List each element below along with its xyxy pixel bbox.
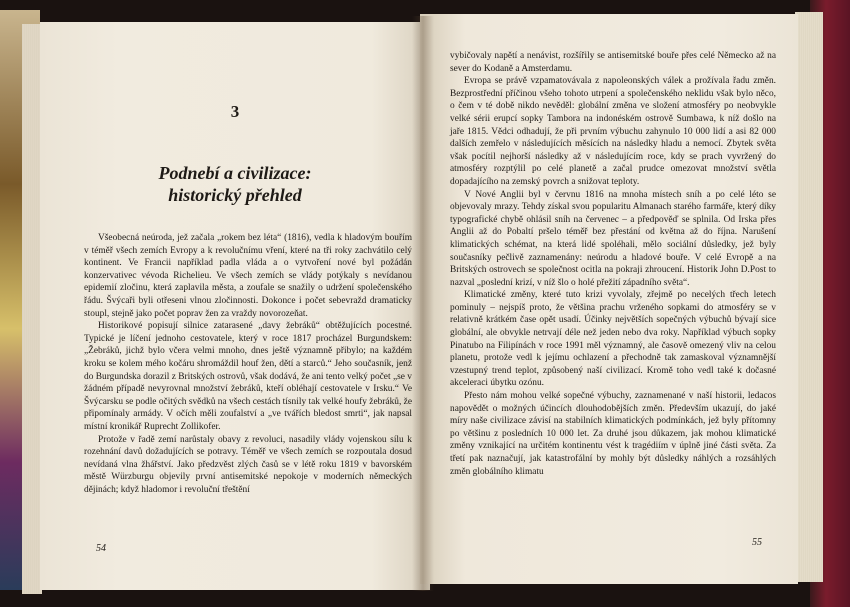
- left-page-body: [84, 232, 412, 496]
- paragraph: V Nové Anglii byl v červnu 1816 na mnoha místech sníh a po celé léto se objevovaly mrazy. Tehdy získal svou popularitu Almanach starého farmáře, který díky typografické chybě ohlásil sníh na červenec – a předpověď se splnila. Od Irska přes Anglii až do Pobaltí pršelo téměř bez přestání od května až do října. Narušení klimatických schémat, na která lidé spoléhali, mělo sociální důsledky, jež byly současníky pečlivě zaznamenány: neúrodu a hladové bouře. V celé Evropě a na Britských ostrovech se společnost ocitla na pokraji zhroucení. Historik John D.Post to nazval „poslední krizí, v níž šlo o holé přežití západního světa“.: [450, 189, 776, 288]
- paragraph: Přesto nám mohou velké sopečné výbuchy, zaznamenané v naší historii, ledacos napovědět o možných účincích dlouhodobějších změn. Především ukazují, do jaké míry naše civilizace závisí na stabilních klimatických podmínkách, jež byly přítomny po většinu z posledních 10 000 let. Za druhé jsou důkazem, jak mohou klimatické změny vznikající na určitém kontinentu vést k tragédiím v úplně jiné části světa. Za třetí pak naznačují, jak katastrofální by mohly být důsledky náhlých a rozsáhlých změn globálního klimatu: [450, 391, 776, 477]
- paragraph: Evropa se právě vzpamatovávala z napoleonských válek a prožívala řadu změn. Bezprostřední příčinou všeho tohoto utrpení a společenského neklidu však bylo něco, o čem v té době nikdo nevěděl: globální změna ve složení atmosféry po neobvykle velké sérii erupcí sopky Tambora na indonéském ostrově Sumbawa, k níž došlo na jaře 1815. Vědci odhadují, že při prvním výbuchu zahynulo 10 000 lidí a asi 82 000 dalších zemřelo v následujících měsících na následky hladu a nemocí. Zbytek světa však pocítil nejhorší následky až v následujícím roce, kdy se prach vyvržený do atmosféry rozptýlil po celé planetě a začal prudce omezovat množství světla dopadajícího na zemský povrch a snižovat teploty.: [450, 76, 776, 187]
- page-edges-left: [22, 24, 42, 594]
- paragraph: Historikové popisují silnice zatarasené „davy žebráků“ obtěžujících pocestné. Typické je líčení jednoho cestovatele, který v roce 1817 procházel Burgundskem: „Žebráků, jichž bylo včera velmi mnoho, dnes ještě významně přibylo; na každém kroku se kolem mého kočáru shromáždil houf žen, dětí a starců.“ Jeho současník, jenž do Burgundska dorazil z Britských ostrovů, však dodává, že ani tento velký počet „se v žádném případě nevyrovnal množství žebráků, kteří obléhají cestovatele v Irsku.“ Ve Švýcarsku se podle očitých svědků na všech cestách tísnily tak velké houfy žebráků, že připomínaly armády. V očích měli zoufalství a „ve tvářích bledost smrti“, jak napsal místní kronikář Ruprecht Zollikofer.: [84, 321, 412, 432]
- right-page: [420, 14, 798, 584]
- left-page: [40, 22, 430, 590]
- page-number-right: 55: [752, 537, 762, 548]
- paragraph: Všeobecná neúroda, jež začala „rokem bez léta“ (1816), vedla k hladovým bouřím v téměř všech zemích Evropy a k revolučnímu vření, které na tři roky zachvátilo celý kontinent. Ve Francii například padla vláda a o vytvoření nové byl požádán konzervativec vévoda Richelieu. Ve všech zemích se vlády potýkaly s nevídanou epidemií zločinu, která zaplavila města, a zoufale se snažily o udržení společenského řádu. Švýcaři byli otřeseni vlnou zločinnosti. Dokonce i počet sebevražd dramaticky stoupl, stejně jako počet poprav žen za vraždy novorozeňat.: [84, 233, 412, 319]
- chapter-title: [40, 162, 430, 206]
- paragraph: Klimatické změny, které tuto krizi vyvolaly, zřejmě po necelých třech letech pominuly – nejspíš proto, že většina prachu vrženého sopkami do atmosféry se v relativně krátkém čase opět usadí. Účinky největších sopečných výbuchů bývají sice globální, ale obvykle netrvají déle než jeden nebo dva roky. Například výbuch sopky Pinatubo na Filipínách v roce 1991 měl významný, ale časově omezený vliv na celou planetu, protože vedl k jejímu ochlazení a přechodně tak zamaskoval významnější vzestupný trend teplot, způsobený naší civilizací. Kromě toho vedl také k dočasné akceleraci úbytku ozónu.: [450, 290, 776, 389]
- page-number-left: 54: [96, 543, 106, 554]
- chapter-title-line-1: Podnebí a civilizace:: [158, 163, 312, 183]
- chapter-number: 3: [230, 102, 240, 121]
- paragraph: Protože v řadě zemí narůstaly obavy z revoluci, nasadily vlády vojenskou sílu k rozehnání davů dožadujících se potravy. Téměř ve všech zemích se rozpoutala dosud nevídaná vlna žhářství. Jako předzvěst zlých časů se v létě roku 1819 v bavorském městě Würzburgu objevily první antisemitské nepokoje v moderních německých dějinách; když hladomor i revoluční třeštění: [84, 434, 412, 495]
- chapter-title-line-2: historický přehled: [168, 185, 302, 205]
- page-edges-right: [795, 12, 823, 582]
- paragraph-continuation: vybičovaly napětí a nenávist, rozšířily se antisemitské bouře přes celé Německo až na sever do Kodaně a Amsterdamu.: [450, 51, 776, 74]
- book-gutter: [412, 16, 434, 591]
- right-page-body: [450, 50, 776, 478]
